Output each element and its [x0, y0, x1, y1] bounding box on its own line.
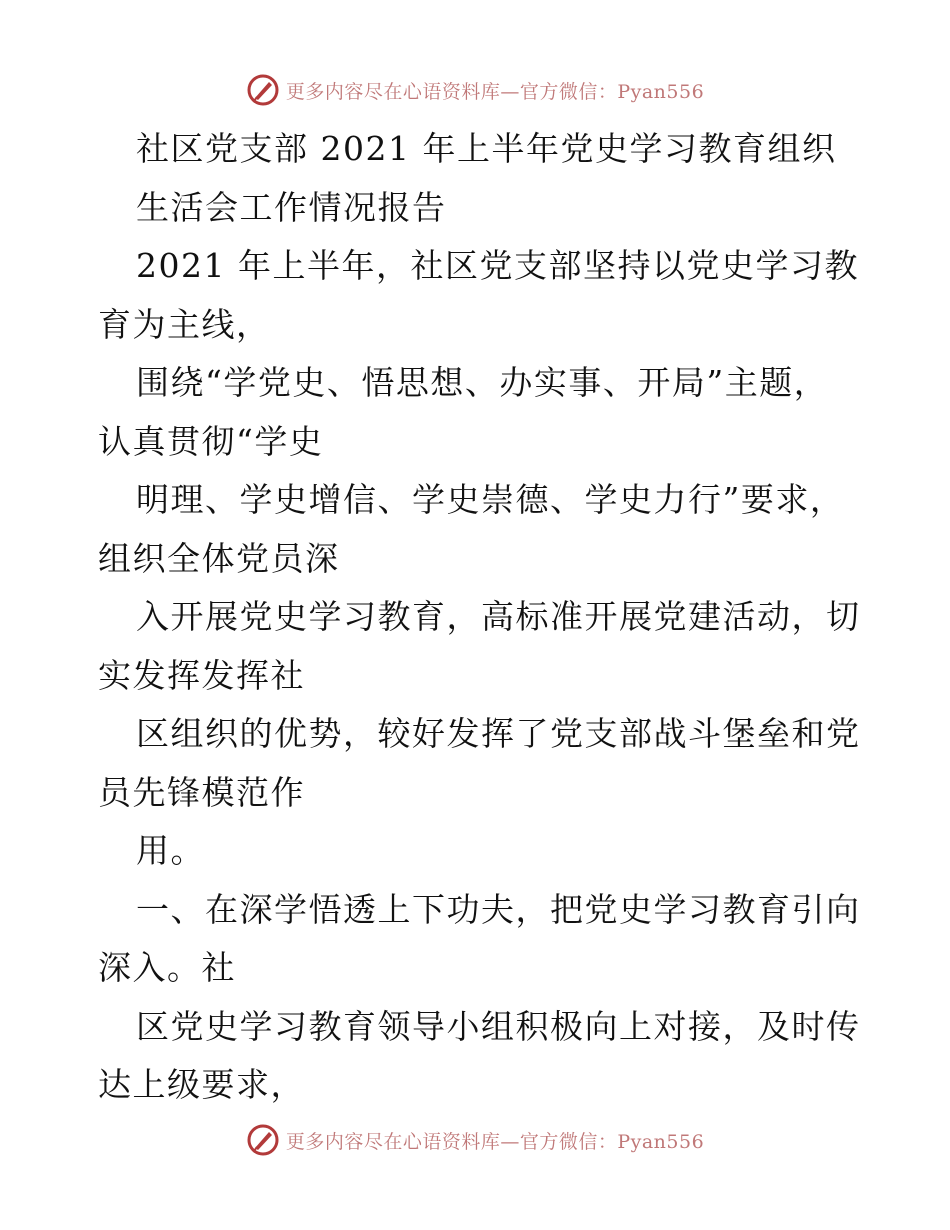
- footer-banner: [0, 1120, 950, 1160]
- paragraph-line: 认真贯彻“学史: [98, 421, 324, 461]
- paragraph-line: 深入。社: [98, 948, 236, 987]
- paragraph-line: 入开展党史学习教育，高标准开展党建活动，切: [136, 597, 861, 636]
- quill-pen-logo-icon: [246, 73, 280, 107]
- paragraph-line: 员先锋模范作: [98, 772, 305, 812]
- paragraph-line: 用。: [136, 831, 205, 870]
- paragraph-line: 实发挥发挥社: [98, 655, 305, 695]
- quill-pen-logo-icon: [246, 1123, 280, 1157]
- paragraph-line: 2021 年上半年，社区党支部坚持以党史学习教: [136, 246, 859, 285]
- header-banner-text: 更多内容尽在心语资料库—官方微信：Pyan556: [285, 80, 705, 103]
- header-banner: [0, 70, 950, 110]
- paragraph-line: 达上级要求，: [98, 1065, 305, 1104]
- footer-banner-text: 更多内容尽在心语资料库—官方微信：Pyan556: [285, 1130, 705, 1153]
- section-heading-line: 一、在深学悟透上下功夫，把党史学习教育引向: [136, 889, 861, 929]
- paragraph-line: 育为主线，: [98, 304, 271, 344]
- paragraph-line: 区党史学习教育领导小组积极向上对接，及时传: [136, 1006, 861, 1046]
- paragraph-line: 明理、学史增信、学史崇德、学史力行”要求，: [136, 480, 845, 519]
- report-body: [98, 120, 861, 1115]
- title-line-2: 生活会工作情况报告: [136, 187, 447, 227]
- paragraph-line: 围绕“学党史、悟思想、办实事、开局”主题，: [136, 363, 829, 402]
- title-line-1: 社区党支部 2021 年上半年党史学习教育组织: [136, 129, 837, 168]
- paragraph-line: 组织全体党员深: [98, 538, 340, 578]
- paragraph-line: 区组织的优势，较好发挥了党支部战斗堡垒和党: [136, 714, 861, 753]
